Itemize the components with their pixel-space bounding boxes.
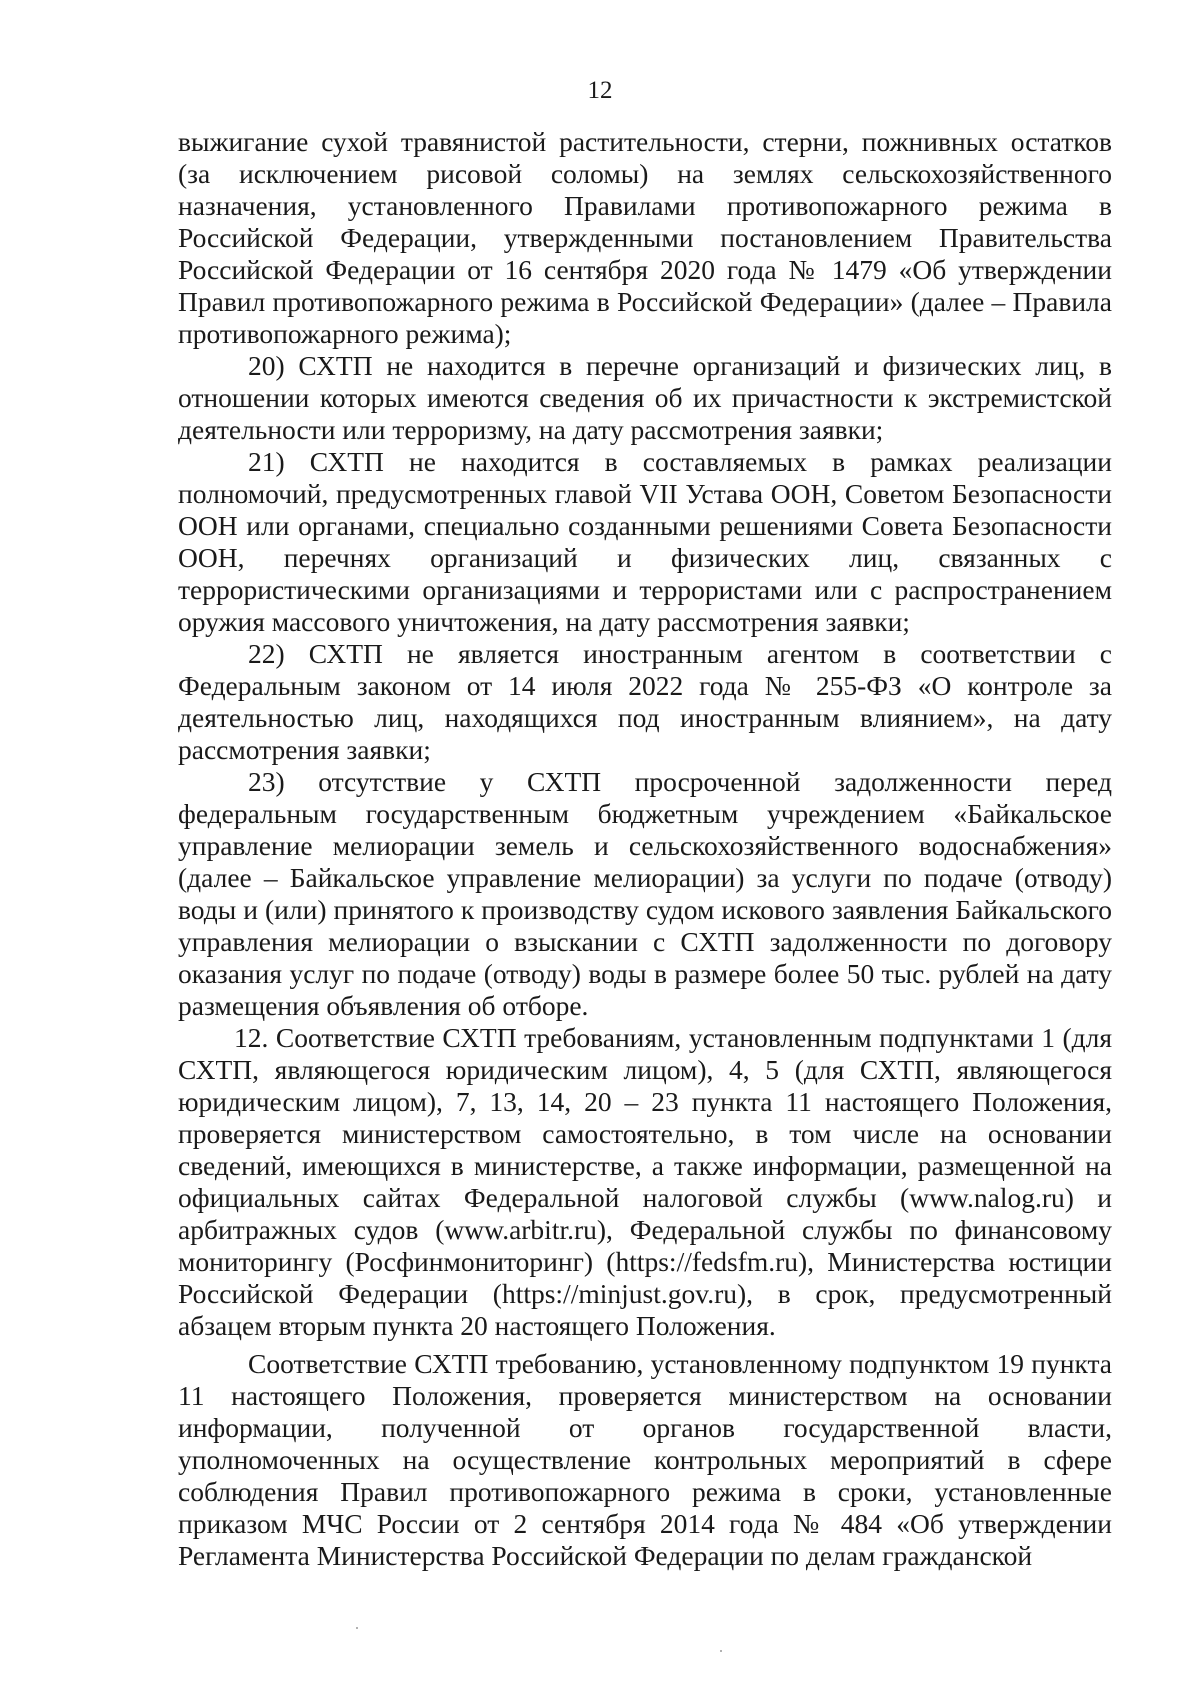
paragraph-item-20: 20) СХТП не находится в перечне организаций и физических лиц, в отношении которых имеются сведения об их причастности к экстремистской деятельности или терроризму, на дату рассмотрения заявки; [178,350,1112,445]
paragraph-continuation: выжигание сухой травянистой растительности, стерни, пожнивных остатков (за исключением рисовой соломы) на землях сельскохозяйственного назначения, установленного Правилами противопожарного режима в Российской Федерации, утвержденными постановлением Правительства Российской Федерации от 16 сентября 2020 года № 1479 «Об утверждении Правил противопожарного режима в Российской Федерации» (далее – Правила противопожарного режима); [178,126,1112,349]
page-number: 12 [587,77,613,104]
paragraph-item-22: 22) СХТП не является иностранным агентом в соответствии с Федеральным законом от 14 июля 2022 года № 255-ФЗ «О контроле за деятельностью лиц, находящихся под иностранным влиянием», на дату рассмотрения заявки; [178,638,1112,765]
scan-speck [720,1650,722,1652]
scan-speck [356,1627,358,1629]
document-body [178,126,1112,1572]
paragraph-section-12-continued: Соответствие СХТП требованию, установленному подпунктом 19 пункта 11 настоящего Положения, проверяется министерством на основании информации, полученной от органов государственной власти, уполномоченных на осуществление контрольных мероприятий в сфере соблюдения Правил противопожарного режима в сроки, установленные приказом МЧС России от 2 сентября 2014 года № 484 «Об утверждении Регламента Министерства Российской Федерации по делам гражданской [178,1348,1112,1571]
paragraph-item-23: 23) отсутствие у СХТП просроченной задолженности перед федеральным государственным бюджетным учреждением «Байкальское управление мелиорации земель и сельскохозяйственного водоснабжения» (далее – Байкальское управление мелиорации) за услуги по подаче (отводу) воды и (или) принятого к производству судом искового заявления Байкальского управления мелиорации о взыскании с СХТП задолженности по договору оказания услуг по подаче (отводу) воды в размере более 50 тыс. рублей на дату размещения объявления об отборе. [178,766,1112,1021]
paragraph-section-12: 12. Соответствие СХТП требованиям, установленным подпунктами 1 (для СХТП, являющегося юридическим лицом), 4, 5 (для СХТП, являющегося юридическим лицом), 7, 13, 14, 20 – 23 пункта 11 настоящего Положения, проверяется министерством самостоятельно, в том числе на основании сведений, имеющихся в министерстве, а также информации, размещенной на официальных сайтах Федеральной налоговой службы (www.nalog.ru) и арбитражных судов (www.arbitr.ru), Федеральной службы по финансовому мониторингу (Росфинмониторинг) (https://fedsfm.ru), Министерства юстиции Российской Федерации (https://minjust.gov.ru), в срок, предусмотренный абзацем вторым пункта 20 настоящего Положения. [178,1022,1112,1341]
paragraph-item-21: 21) СХТП не находится в составляемых в рамках реализации полномочий, предусмотренных главой VII Устава ООН, Советом Безопасности ООН или органами, специально созданными решениями Совета Безопасности ООН, перечнях организаций и физических лиц, связанных с террористическими организациями и террористами или с распространением оружия массового уничтожения, на дату рассмотрения заявки; [178,446,1112,637]
